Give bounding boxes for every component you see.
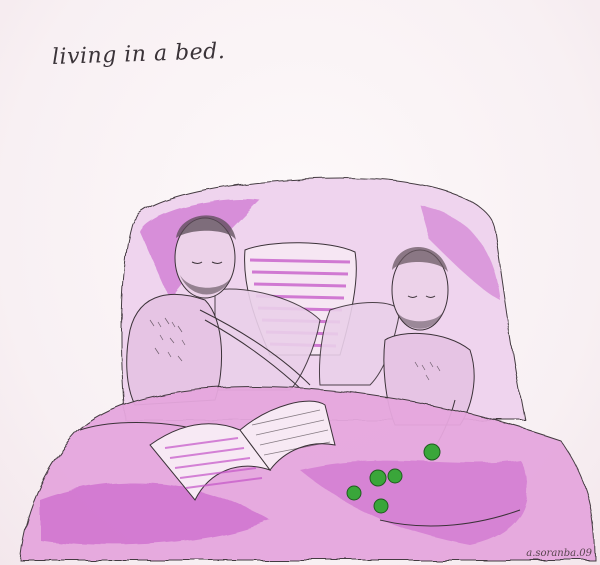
apple — [347, 486, 361, 500]
signature-text: a.soranba.09 — [526, 548, 592, 559]
apple — [370, 470, 386, 486]
apple — [388, 469, 402, 483]
caption-text: living in a bed. — [51, 38, 226, 71]
apple — [424, 444, 440, 460]
apple — [374, 499, 388, 513]
